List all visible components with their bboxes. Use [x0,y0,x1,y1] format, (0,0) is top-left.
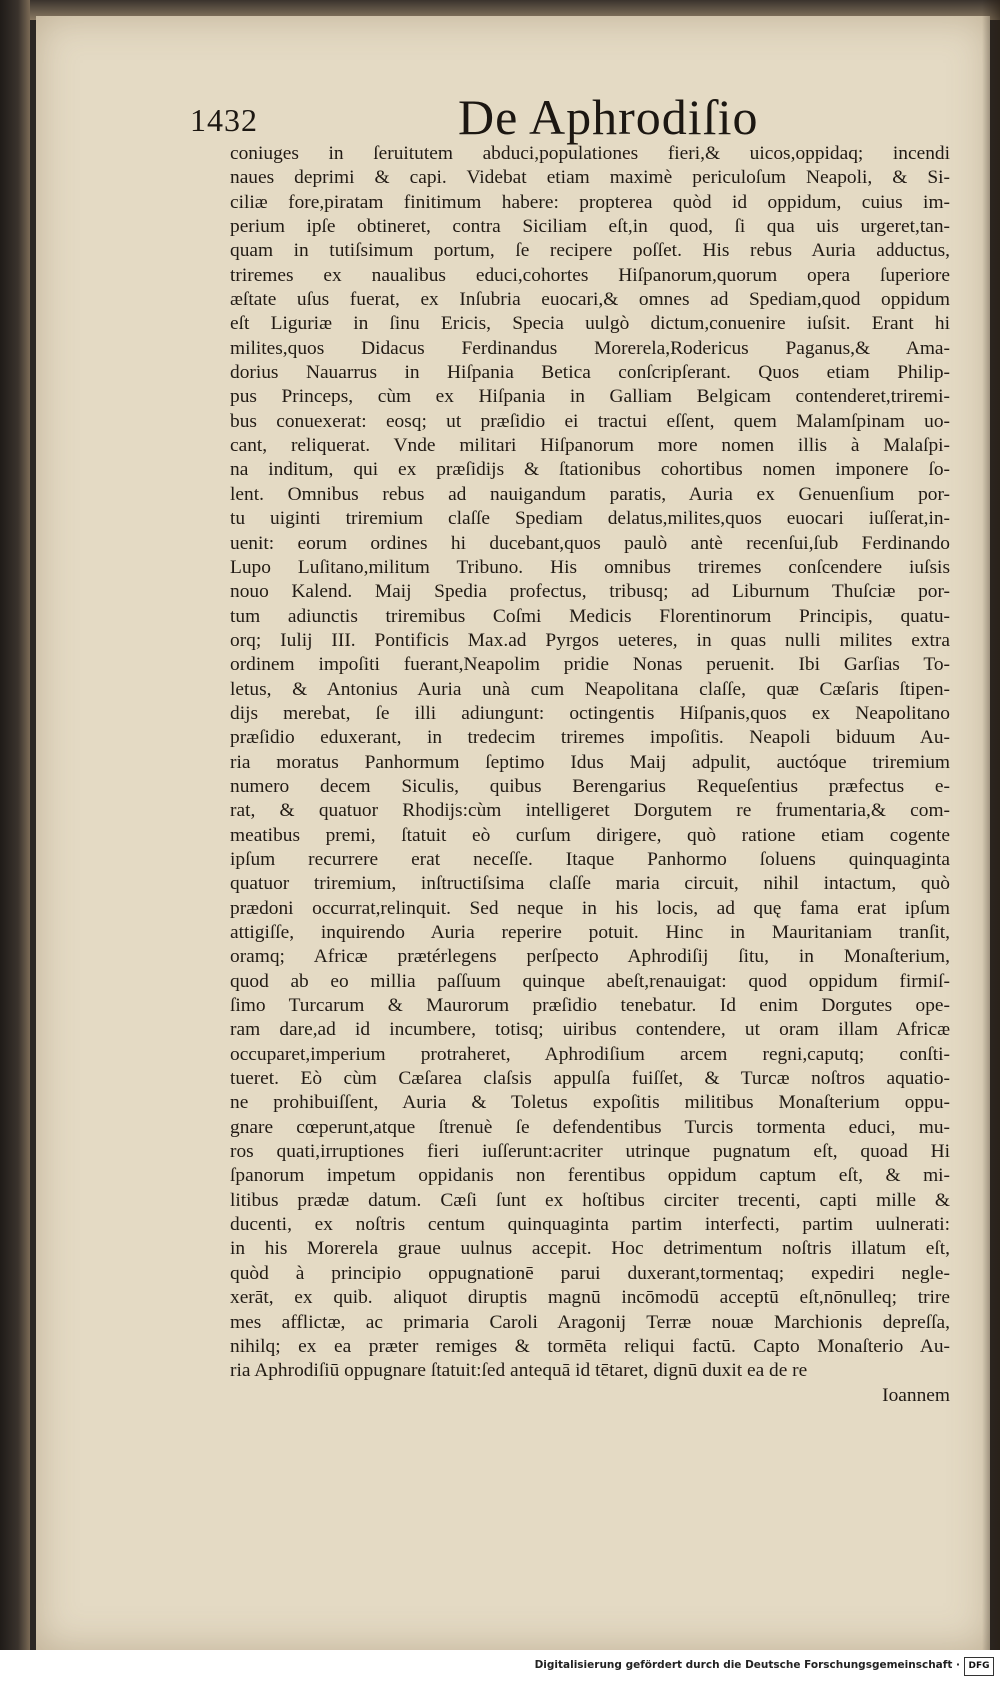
text-line: uenit: eorum ordines hi ducebant,quos paulò antè recenſui,ſub Ferdinando [230,532,950,554]
text-line: quatuor triremium, inſtructiſsima claſſe maria circuit, nihil intactum, quò [230,873,950,895]
text-line: milites,quos Didacus Ferdinandus Morerela,Rodericus Paganus,& Ama- [230,337,950,359]
text-line: quod ab eo millia paſſuum quinque abeſt,renauigat: quod oppidum firmiſ- [230,970,950,992]
text-line: ſimo Turcarum & Maurorum præſidio tenebatur. Id enim Dorgutes ope- [230,995,950,1017]
text-line: dijs merebat, ſe illi adiungunt: octingentis Hiſpanis,quos ex Neapolitano [230,702,950,724]
body-text [230,142,950,1408]
text-line: tueret. Eò cùm Cæſarea claſsis appulſa fuiſſet, & Turcæ noſtros aquatio- [230,1068,950,1090]
text-line: Lupo Luſitano,militum Tribuno. His omnibus triremes conſcendere iuſsis [230,556,950,578]
text-line: gnare cœperunt,atque ſtrenuè ſe defendentibus Turcis tormenta educi, mu- [230,1116,950,1138]
text-line: mes afflictæ, ac primaria Caroli Aragonij Terræ nouæ Marchionis depreſſa, [230,1311,950,1333]
page-gutter-shadow [982,0,1000,1650]
text-line: litibus prædæ datum. Cæſi ſunt ex hoſtibus circiter trecenti, capti mille & [230,1189,950,1211]
text-line: xerāt, ex quib. aliquot diruptis magnū incōmodū acceptū eſt,nōnulleq; trire [230,1287,950,1309]
text-line: orq; Iulij III. Pontificis Max.ad Pyrgos ueteres, in quas nulli milites extra [230,629,950,651]
text-line: prædoni occurrat,relinquit. Sed neque in his locis, ad quę fama erat ipſum [230,897,950,919]
text-line: nihilq; ex ea præter remiges & tormēta reliqui factū. Capto Monaſterio Au- [230,1335,950,1357]
text-line: quòd à principio oppugnationē parui duxerant,tormentaq; expediri negle- [230,1262,950,1284]
text-line: eſt Liguriæ in ſinu Ericis, Specia uulgò dictum,conuenire iuſsit. Erant hi [230,313,950,335]
dfg-logo-icon: DFG [964,1657,994,1676]
text-line: pus Princeps, cùm ex Hiſpania in Galliam Belgicam contenderet,triremi- [230,386,950,408]
running-head [190,88,795,145]
text-line: rat, & quatuor Rhodijs:cùm intelligeret Dorgutem re frumentaria,& com- [230,800,950,822]
text-line: ne prohibuiſſent, Auria & Toletus expoſitis militibus Monaſterium oppu- [230,1092,950,1114]
page-number: 1432 [190,102,258,138]
text-line: ordinem impoſiti fuerant,Neapolim pridie Nonas peruenit. Ibi Garſias To- [230,654,950,676]
text-line: tum adiunctis triremibus Coſmi Medicis Florentinorum Principis, quatu- [230,605,950,627]
text-line: na inditum, qui ex præſidijs & ſtationibus cohortibus nomen imponere ſo- [230,459,950,481]
text-line: numero decem Siculis, quibus Berengarius Requeſentius præfectus e- [230,775,950,797]
footer-credit: Digitalisierung gefördert durch die Deutsche Forschungsgemeinschaft · [534,1659,960,1671]
text-line: perium ipſe obtineret, contra Siciliam eſt,in quod, ſi qua uis urgeret,tan- [230,216,950,238]
text-line: triremes ex naualibus educi,cohortes Hiſpanorum,quorum opera ſuperiore [230,264,950,286]
text-line: ria Aphrodiſiū oppugnare ſtatuit:ſed antequā id tētaret, dignū duxit ea de re [230,1360,808,1382]
text-line: in his Morerela graue uulnus accepit. Hoc detrimentum noſtris illatum eſt, [230,1238,950,1260]
text-line: ram dare,ad id incumbere, totisq; uiribus contendere, ut oram illam Africæ [230,1019,950,1041]
text-line: bus conuexerat: eosq; ut præſidio ei tractui eſſent, quem Malamſpinam uo- [230,410,950,432]
running-head-title: De Aphrodiſio [458,89,759,145]
text-line: cant, reliquerat. Vnde militari Hiſpanorum more nomen illis à Malaſpi- [230,435,950,457]
text-line: dorius Nauarrus in Hiſpania Betica conſcripſerant. Quos etiam Philip- [230,362,950,384]
text-line: ciliæ fore,piratam finitimum habere: propterea quòd id oppidum, cuius im- [230,191,950,213]
text-line: meatibus premi, ſtatuit eò curſum dirigere, quò ratione etiam cogente [230,824,950,846]
text-line: attigiſſe, inquirendo Auria reperire potuit. Hinc in Mauritaniam tranſit, [230,922,950,943]
text-line: naues deprimi & capi. Videbat etiam maximè periculoſum Neapoli, & Si- [230,167,950,189]
text-line: nouo Kalend. Maij Spedia profectus, tribusq; ad Liburnum Thuſciæ por- [230,581,950,603]
footer-bar [0,1650,1000,1683]
text-line: lent. Omnibus rebus ad nauigandum paratis, Auria ex Genuenſium por- [230,483,950,505]
text-line: ros quati,irruptiones fieri iuſſerunt:acriter utrinque pugnatum eſt, quoad Hi [230,1141,950,1163]
text-line: occuparet,imperium protraheret, Aphrodiſium arcem regni,caputq; conſti- [230,1043,950,1065]
text-line: ſpanorum impetum oppidanis non ferentibus oppidum captum eſt, & mi- [230,1165,950,1187]
text-line: æſtate uſus fuerat, ex Inſubria euocari,& omnes ad Spediam,quod oppidum [230,289,950,311]
text-line: tu uiginti triremium claſſe Spediam delatus,milites,quos euocari iuſſerat,in- [230,508,950,530]
text-line: quam in tutiſsimum portum, ſe recipere poſſet. His rebus Auria adductus, [230,240,950,262]
scan-left-edge [0,0,30,1650]
text-line: ipſum recurrere erat neceſſe. Itaque Panhormo ſoluens quinquaginta [230,848,950,870]
text-line: oramq; Africæ prætérlegens perſpecto Aphrodiſij ſitu, in Monaſterium, [230,946,950,968]
text-line: ria moratus Panhormum ſeptimo Idus Maij adpulit, auctóque triremium [230,751,950,773]
text-line: letus, & Antonius Auria unà cum Neapolitana claſſe, quæ Cæſaris ſtipen- [230,678,950,700]
text-line: præſidio eduxerant, in tredecim triremes impoſitis. Neapoli biduum Au- [230,727,950,749]
text-line: coniuges in ſeruitutem abduci,populationes fieri,& uicos,oppidaq; incendi [230,143,950,164]
catchword: Ioannem [882,1384,950,1406]
text-line: ducenti, ex noſtris centum quinquaginta partim interfecti, partim uulnerati: [230,1214,950,1236]
